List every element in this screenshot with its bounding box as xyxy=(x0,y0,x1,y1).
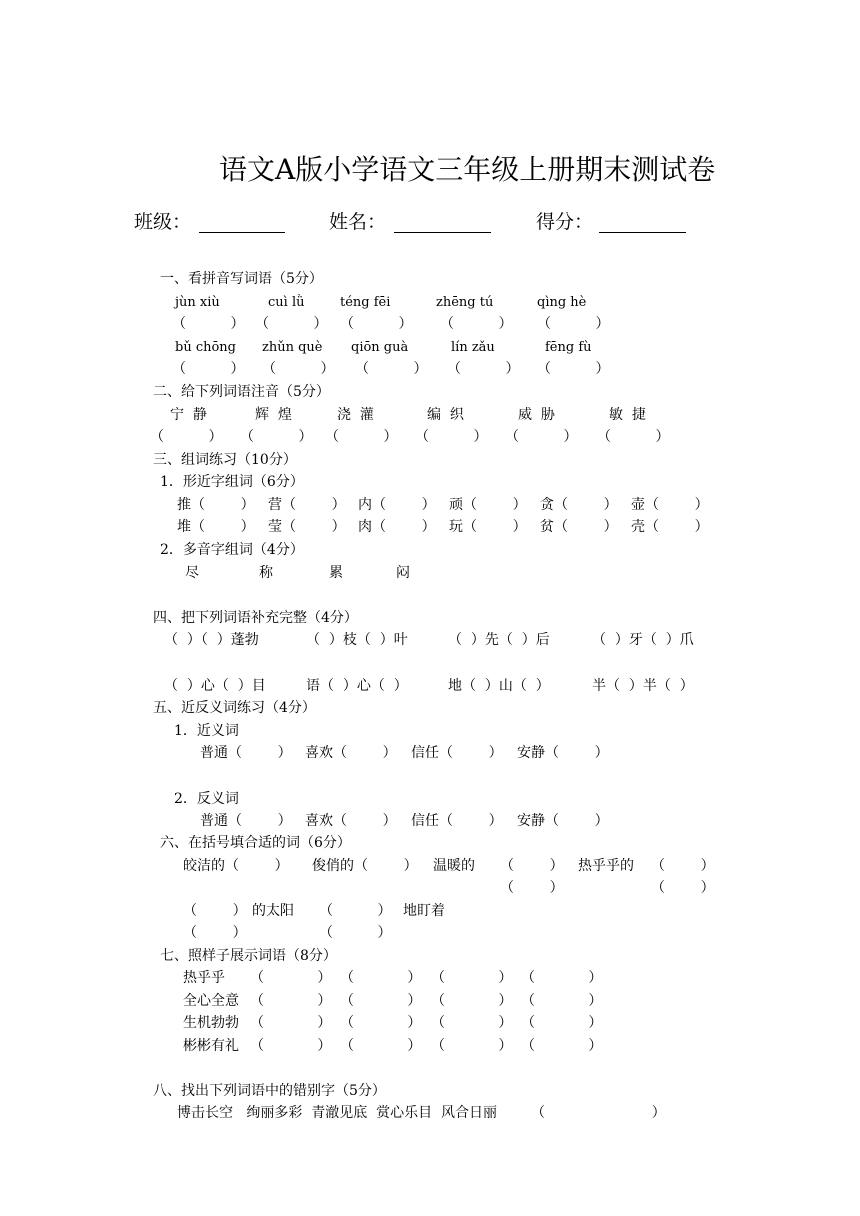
phrase: 地盯着 xyxy=(403,903,445,919)
answer-bracket[interactable]: （ ） xyxy=(250,970,332,986)
example-word: 热乎乎 xyxy=(183,970,225,986)
answer-bracket[interactable]: （ ） xyxy=(447,361,520,377)
answer-bracket[interactable]: （ ） xyxy=(431,993,513,1009)
word: 浇 灌 xyxy=(337,407,374,423)
fill-item[interactable]: 贫（ ） xyxy=(540,519,618,535)
pinyin: bǔ chōng xyxy=(175,340,237,355)
class-label: 班级： xyxy=(134,211,192,233)
fill-item[interactable]: 喜欢（ ） xyxy=(305,813,397,829)
answer-bracket[interactable]: （ ） xyxy=(500,858,564,874)
answer-bracket[interactable]: （ ） xyxy=(319,903,392,919)
section-heading: 三、组词练习（10分） xyxy=(153,452,297,468)
answer-bracket[interactable]: （ ） xyxy=(172,316,245,332)
answer-bracket[interactable]: （ ） xyxy=(651,880,715,896)
idiom-fill[interactable]: 语（ ）心（ ） xyxy=(306,678,408,694)
sub-heading: 1．近义词 xyxy=(174,723,239,739)
answer-bracket[interactable]: （ ） xyxy=(250,1015,332,1031)
name-label: 姓名： xyxy=(329,211,387,233)
answer-bracket[interactable]: （ ） xyxy=(325,429,398,445)
pinyin: fēng fù xyxy=(545,340,592,355)
answer-bracket[interactable]: （ ） xyxy=(521,970,603,986)
fill-item[interactable]: 安静（ ） xyxy=(517,745,609,761)
answer-bracket[interactable]: （ ） xyxy=(415,429,488,445)
answer-bracket[interactable]: （ ） xyxy=(183,903,247,919)
section-heading: 四、把下列词语补充完整（4分） xyxy=(153,610,358,626)
answer-bracket[interactable]: （ ） xyxy=(172,361,245,377)
answer-bracket[interactable]: （ ） xyxy=(340,1038,422,1054)
answer-bracket[interactable]: （ ） xyxy=(183,925,247,941)
idiom-fill[interactable]: （ ）枝（ ）叶 xyxy=(306,632,408,648)
fill-item[interactable]: 玩（ ） xyxy=(449,519,527,535)
answer-bracket[interactable]: （ ） xyxy=(597,429,670,445)
answer-bracket[interactable]: （ ） xyxy=(340,993,422,1009)
phrase: 温暖的 xyxy=(433,858,475,874)
score-blank xyxy=(599,232,686,233)
answer-bracket[interactable]: （ ） xyxy=(262,361,335,377)
example-word: 彬彬有礼 xyxy=(183,1038,239,1054)
phrase: 的太阳 xyxy=(252,903,294,919)
fill-item[interactable]: 顽（ ） xyxy=(449,497,527,513)
idiom-fill[interactable]: （ ）（ ）蓬勃 xyxy=(164,632,259,648)
polyphone-char: 称 xyxy=(259,565,273,581)
answer-bracket[interactable]: （ ） xyxy=(651,858,715,874)
idiom-fill[interactable]: （ ）心（ ）目 xyxy=(164,678,266,694)
section-heading: 七、照样子展示词语（8分） xyxy=(160,948,337,964)
section-heading: 六、在括号填合适的词（6分） xyxy=(160,835,351,851)
polyphone-char: 闷 xyxy=(396,565,410,581)
word: 宁 静 xyxy=(170,407,207,423)
error-words-line: 博击长空 绚丽多彩 青澈见底 赏心乐目 风合日丽 xyxy=(177,1105,498,1121)
fill-item[interactable]: 内（ ） xyxy=(358,497,436,513)
pinyin: zhǔn què xyxy=(262,340,323,355)
fill-item[interactable]: 皎洁的（ ） xyxy=(183,858,289,874)
idiom-fill[interactable]: （ ）先（ ）后 xyxy=(448,632,550,648)
word: 敏 捷 xyxy=(609,407,646,423)
name-blank xyxy=(394,232,491,233)
answer-bracket[interactable]: （ ） xyxy=(340,1015,422,1031)
answer-bracket[interactable]: （ ） xyxy=(431,1015,513,1031)
fill-item[interactable]: 俊俏的（ ） xyxy=(312,858,418,874)
sub-heading: 2．反义词 xyxy=(174,791,239,807)
sub-heading: 1．形近字组词（6分） xyxy=(160,474,304,490)
fill-item[interactable]: 安静（ ） xyxy=(517,813,609,829)
answer-bracket[interactable]: （ ） xyxy=(431,1038,513,1054)
section-heading: 一、看拼音写词语（5分） xyxy=(160,271,323,287)
word: 辉 煌 xyxy=(255,407,292,423)
fill-item[interactable]: 推（ ） xyxy=(177,497,255,513)
idiom-fill[interactable]: 地（ ）山（ ） xyxy=(448,678,550,694)
answer-bracket[interactable]: （ ） xyxy=(521,1038,603,1054)
answer-bracket[interactable]: （ ） xyxy=(505,429,578,445)
example-word: 全心全意 xyxy=(183,993,239,1009)
score-label: 得分： xyxy=(536,211,594,233)
pinyin: lín zǎu xyxy=(451,340,495,355)
answer-bracket[interactable]: （ ） xyxy=(240,429,313,445)
pinyin: zhēng tú xyxy=(436,295,494,310)
answer-bracket[interactable]: （ ） xyxy=(340,316,413,332)
pinyin: téng fēi xyxy=(340,295,391,310)
fill-item[interactable]: 信任（ ） xyxy=(411,745,503,761)
fill-item[interactable]: 贪（ ） xyxy=(540,497,618,513)
polyphone-char: 累 xyxy=(329,565,343,581)
answer-bracket[interactable]: （ ） xyxy=(150,429,223,445)
pinyin: cuì lǜ xyxy=(268,295,305,310)
fill-item[interactable]: 莹（ ） xyxy=(268,519,346,535)
fill-item[interactable]: 普通（ ） xyxy=(200,745,292,761)
section-heading: 二、给下列词语注音（5分） xyxy=(153,384,330,400)
answer-bracket[interactable]: （ ） xyxy=(355,361,428,377)
pinyin: qìng hè xyxy=(537,295,587,310)
answer-bracket[interactable]: （ ） xyxy=(250,993,332,1009)
polyphone-char: 尽 xyxy=(185,565,199,581)
idiom-fill[interactable]: （ ）牙（ ）爪 xyxy=(592,632,694,648)
answer-bracket[interactable]: （ ） xyxy=(500,880,564,896)
sub-heading: 2．多音字组词（4分） xyxy=(160,542,304,558)
answer-bracket[interactable]: （ ） xyxy=(521,993,603,1009)
answer-bracket[interactable]: （ ） xyxy=(537,316,610,332)
pinyin: qiōn guà xyxy=(351,340,409,355)
idiom-fill[interactable]: 半（ ）半（ ） xyxy=(592,678,694,694)
fill-item[interactable]: 堆（ ） xyxy=(177,519,255,535)
answer-bracket[interactable]: （ ） xyxy=(537,361,610,377)
phrase: 热乎乎的 xyxy=(578,858,634,874)
answer-bracket[interactable]: （ ） xyxy=(340,970,422,986)
answer-bracket[interactable]: （ ） xyxy=(255,316,328,332)
answer-bracket[interactable]: （ ） xyxy=(440,316,513,332)
answer-bracket[interactable]: （ ） xyxy=(531,1105,666,1121)
answer-bracket[interactable]: （ ） xyxy=(521,1015,603,1031)
section-heading: 八、找出下列词语中的错别字（5分） xyxy=(153,1083,386,1099)
section-heading: 五、近反义词练习（4分） xyxy=(153,700,316,716)
example-word: 生机勃勃 xyxy=(183,1015,239,1031)
fill-item[interactable]: 喜欢（ ） xyxy=(305,745,397,761)
fill-item[interactable]: 普通（ ） xyxy=(200,813,292,829)
page-title: 语文A版小学语文三年级上册期末测试卷 xyxy=(219,153,716,186)
fill-item[interactable]: 壶（ ） xyxy=(631,497,709,513)
fill-item[interactable]: 营（ ） xyxy=(268,497,346,513)
answer-bracket[interactable]: （ ） xyxy=(431,970,513,986)
class-blank xyxy=(199,232,285,233)
fill-item[interactable]: 信任（ ） xyxy=(411,813,503,829)
fill-item[interactable]: 肉（ ） xyxy=(358,519,436,535)
word: 编 织 xyxy=(427,407,464,423)
fill-item[interactable]: 壳（ ） xyxy=(631,519,709,535)
answer-bracket[interactable]: （ ） xyxy=(250,1038,332,1054)
answer-bracket[interactable]: （ ） xyxy=(319,925,392,941)
word: 威 胁 xyxy=(518,407,555,423)
pinyin: jùn xiù xyxy=(175,295,220,310)
